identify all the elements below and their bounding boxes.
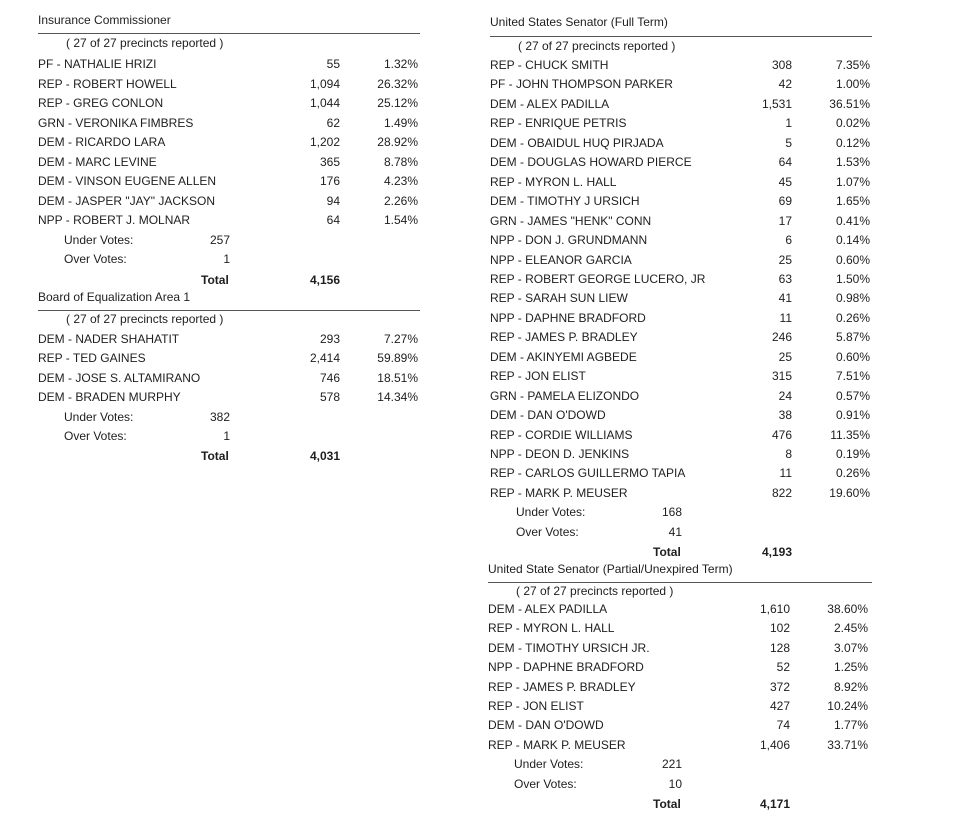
under-votes-value: 168 [661,505,682,520]
candidate-row [490,389,872,408]
candidate-name: PF - NATHALIE HRIZI [38,57,157,71]
candidate-votes: 315 [771,369,792,384]
candidate-votes: 45 [778,174,792,189]
candidate-name: REP - ROBERT GEORGE LUCERO, JR [490,271,706,286]
candidate-votes: 308 [771,58,792,72]
under-votes-row [38,233,420,252]
candidate-row [38,371,420,390]
candidate-votes: 8 [785,447,792,461]
candidate-percent: 1.77% [833,718,868,733]
candidate-name: DEM - OBAIDUL HUQ PIRJADA [490,135,664,150]
candidate-name: DEM - VINSON EUGENE ALLEN [38,174,217,188]
title-rule [490,36,872,37]
over-votes-value: 1 [223,429,230,443]
candidate-row [38,96,420,115]
candidate-percent: 1.50% [835,271,870,286]
candidate-votes: 1 [785,116,792,131]
candidate-percent: 4.23% [383,174,418,188]
under-votes-row [490,505,872,524]
candidate-name: REP - JAMES P. BRADLEY [488,679,636,694]
over-votes-label: Over Votes: [64,252,127,266]
candidate-percent: 0.60% [835,349,870,364]
candidate-row [490,369,872,388]
candidate-percent: 0.19% [835,447,870,461]
candidate-percent: 1.00% [835,77,870,92]
total-label: Total [201,272,229,287]
candidate-row [490,233,872,252]
candidate-row [38,116,420,135]
candidate-votes: 476 [771,427,792,442]
candidate-percent: 33.71% [827,737,868,752]
candidate-percent: 0.60% [835,252,870,267]
candidate-votes: 6 [785,233,792,248]
candidate-row [490,408,872,427]
candidate-percent: 36.51% [829,96,870,111]
candidate-row [490,466,872,485]
candidate-row [488,738,872,757]
candidate-percent: 7.51% [835,369,870,384]
total-row [38,449,420,468]
candidate-percent: 38.60% [827,602,868,616]
candidate-votes: 176 [319,174,340,188]
precincts-reported: ( 27 of 27 precincts reported ) [66,312,224,326]
candidate-percent: 26.32% [377,76,418,91]
candidate-votes: 102 [769,621,790,636]
candidate-votes: 55 [326,57,340,71]
candidate-percent: 0.91% [835,408,870,423]
candidate-percent: 3.07% [833,640,868,655]
over-votes-value: 41 [668,524,682,539]
candidate-row [38,135,420,154]
candidate-name: DEM - NADER SHAHATIT [38,332,180,346]
candidate-votes: 365 [319,154,340,169]
candidate-name: REP - ROBERT HOWELL [38,76,177,91]
candidate-name: REP - MYRON L. HALL [488,621,615,636]
candidate-name: REP - CORDIE WILLIAMS [490,427,633,442]
candidate-percent: 28.92% [377,135,418,149]
under-votes-row [38,410,420,429]
candidate-percent: 8.92% [833,679,868,694]
contest-board-of-equalization [38,290,420,465]
candidate-votes: 24 [778,388,792,403]
contest-us-senator-partial-term [488,562,872,820]
candidate-row [490,291,872,310]
under-votes-label: Under Votes: [64,232,134,247]
candidate-row [38,390,420,409]
candidate-name: REP - CARLOS GUILLERMO TAPIA [490,466,686,481]
candidate-percent: 10.24% [827,699,868,713]
candidate-row [490,330,872,349]
candidate-name: REP - MARK P. MEUSER [488,737,626,752]
candidate-name: PF - JOHN THOMPSON PARKER [490,77,673,92]
candidate-percent: 2.26% [383,193,418,208]
candidate-name: NPP - ELEANOR GARCIA [490,252,632,267]
contest-title: Insurance Commissioner [38,13,171,27]
candidate-row [490,428,872,447]
candidate-row [38,194,420,213]
candidate-votes: 372 [769,679,790,694]
candidate-row [490,447,872,466]
candidate-votes: 1,406 [759,737,790,752]
candidate-percent: 0.02% [835,116,870,131]
candidate-row [490,58,872,77]
candidate-row [38,351,420,370]
candidate-row [490,194,872,213]
candidate-percent: 0.98% [835,291,870,306]
contest-title: Board of Equalization Area 1 [38,290,191,304]
candidate-percent: 1.49% [383,115,418,130]
candidate-name: DEM - DOUGLAS HOWARD PIERCE [490,155,692,170]
candidate-row [490,116,872,135]
candidate-percent: 0.26% [835,310,870,325]
title-rule [488,582,872,583]
candidate-votes: 64 [778,155,792,170]
candidate-name: NPP - DON J. GRUNDMANN [490,233,648,248]
candidate-name: REP - TED GAINES [38,351,146,366]
under-votes-value: 382 [209,409,230,424]
candidate-votes: 69 [778,194,792,209]
candidate-row [490,97,872,116]
over-votes-label: Over Votes: [514,776,577,791]
candidate-votes: 293 [319,332,340,346]
candidate-votes: 38 [778,408,792,423]
candidate-percent: 19.60% [829,485,870,500]
candidate-row [490,253,872,272]
candidate-row [490,136,872,155]
candidate-votes: 578 [319,390,340,405]
total-label: Total [653,545,681,560]
candidate-percent: 1.25% [833,660,868,675]
candidate-percent: 59.89% [377,351,418,366]
candidate-name: REP - SARAH SUN LIEW [490,291,628,306]
candidate-votes: 1,094 [309,76,340,91]
candidate-percent: 0.26% [835,466,870,481]
candidate-row [38,155,420,174]
candidate-percent: 14.34% [377,390,418,405]
candidate-name: DEM - JASPER "JAY" JACKSON [38,193,215,208]
total-votes: 4,031 [309,449,340,464]
candidate-row [488,602,872,621]
candidate-percent: 0.57% [835,388,870,403]
candidate-row [488,660,872,679]
candidate-name: REP - MARK P. MEUSER [490,485,628,500]
candidate-name: REP - GREG CONLON [38,96,164,110]
candidate-row [488,641,872,660]
candidate-name: GRN - VERONIKA FIMBRES [38,115,194,130]
candidate-votes: 427 [769,699,790,713]
candidate-name: REP - MYRON L. HALL [490,174,617,189]
candidate-name: GRN - PAMELA ELIZONDO [490,388,640,403]
candidate-name: NPP - DEON D. JENKINS [490,447,630,461]
candidate-name: DEM - MARC LEVINE [38,154,157,169]
candidate-votes: 11 [779,466,792,481]
over-votes-label: Over Votes: [64,429,127,443]
under-votes-value: 257 [209,232,230,247]
candidate-votes: 5 [785,135,792,150]
candidate-percent: 1.32% [383,57,418,71]
candidate-percent: 0.12% [835,135,870,150]
candidate-votes: 822 [771,485,792,500]
title-rule [38,33,420,34]
candidate-name: DEM - DAN O'DOWD [490,408,606,423]
total-row [38,273,420,292]
candidate-percent: 1.54% [383,213,418,227]
candidate-percent: 1.07% [835,174,870,189]
candidate-votes: 62 [326,115,340,130]
contest-title: United State Senator (Partial/Unexpired Term) [488,562,733,576]
candidate-votes: 1,044 [309,96,340,110]
candidate-votes: 25 [778,349,792,364]
contest-title: United States Senator (Full Term) [490,15,668,29]
candidate-name: NPP - DAPHNE BRADFORD [488,660,644,675]
candidate-percent: 5.87% [835,330,870,345]
candidate-name: DEM - RICARDO LARA [38,135,166,149]
precincts-reported: ( 27 of 27 precincts reported ) [66,36,224,50]
total-label: Total [201,449,229,464]
candidate-name: GRN - JAMES "HENK" CONN [490,213,652,228]
candidate-row [490,486,872,505]
candidate-percent: 25.12% [377,96,418,110]
candidate-name: DEM - DAN O'DOWD [488,718,604,733]
over-votes-row [38,252,420,271]
total-votes: 4,171 [759,797,790,811]
candidate-name: DEM - JOSE S. ALTAMIRANO [38,370,201,385]
candidate-votes: 74 [776,718,790,733]
candidate-name: DEM - BRADEN MURPHY [38,390,181,405]
under-votes-label: Under Votes: [514,757,584,772]
total-votes: 4,156 [309,272,340,287]
candidate-row [488,718,872,737]
over-votes-row [38,429,420,448]
candidate-row [38,174,420,193]
over-votes-label: Over Votes: [516,524,579,539]
candidate-name: NPP - DAPHNE BRADFORD [490,310,646,325]
candidate-percent: 1.53% [835,155,870,170]
title-rule [38,310,420,311]
contest-insurance-commissioner [38,13,420,293]
candidate-votes: 25 [778,252,792,267]
under-votes-label: Under Votes: [516,505,586,520]
over-votes-row [490,525,872,544]
candidate-name: REP - JAMES P. BRADLEY [490,330,638,345]
candidate-row [490,155,872,174]
candidate-votes: 64 [326,213,340,227]
candidate-votes: 2,414 [309,351,340,366]
candidate-percent: 0.14% [835,233,870,248]
candidate-percent: 7.35% [835,58,870,72]
candidate-votes: 128 [769,640,790,655]
total-votes: 4,193 [761,545,792,560]
candidate-percent: 1.65% [835,194,870,209]
candidate-row [490,350,872,369]
candidate-row [488,621,872,640]
contest-us-senator-full-term [490,15,872,563]
candidate-votes: 63 [778,271,792,286]
candidate-votes: 246 [771,330,792,345]
candidate-votes: 17 [778,213,792,228]
candidate-percent: 11.35% [830,427,870,442]
candidate-percent: 18.51% [377,370,418,385]
candidate-percent: 2.45% [833,621,868,636]
candidate-percent: 7.27% [383,332,418,346]
candidate-name: REP - ENRIQUE PETRIS [490,116,627,131]
over-votes-value: 10 [668,776,682,791]
candidate-row [38,77,420,96]
candidate-name: DEM - ALEX PADILLA [488,602,608,616]
candidate-votes: 94 [326,193,340,208]
candidate-percent: 0.41% [835,213,870,228]
candidate-name: REP - CHUCK SMITH [490,58,609,72]
candidate-votes: 1,531 [761,96,792,111]
candidate-name: REP - JON ELIST [490,369,586,384]
candidate-name: DEM - TIMOTHY URSICH JR. [488,640,650,655]
candidate-name: DEM - TIMOTHY J URSICH [490,194,640,209]
candidate-row [490,311,872,330]
candidate-row [38,332,420,351]
candidate-name: NPP - ROBERT J. MOLNAR [38,213,191,227]
candidate-name: DEM - AKINYEMI AGBEDE [490,349,637,364]
candidate-row [490,175,872,194]
candidate-row [490,214,872,233]
candidate-row [488,699,872,718]
candidate-votes: 42 [778,77,792,92]
candidate-row [488,680,872,699]
under-votes-row [488,757,872,776]
candidate-name: REP - JON ELIST [488,699,584,713]
candidate-row [38,57,420,76]
candidate-votes: 1,610 [759,602,790,616]
candidate-votes: 746 [319,370,340,385]
precincts-reported: ( 27 of 27 precincts reported ) [518,39,676,53]
under-votes-value: 221 [661,757,682,772]
candidate-row [490,272,872,291]
candidate-row [490,77,872,96]
candidate-votes: 11 [779,310,792,325]
total-label: Total [653,797,681,811]
candidate-row [38,213,420,232]
under-votes-label: Under Votes: [64,409,134,424]
over-votes-row [488,777,872,796]
total-row [488,797,872,816]
candidate-votes: 1,202 [309,135,340,149]
candidate-votes: 52 [776,660,790,675]
candidate-name: DEM - ALEX PADILLA [490,96,610,111]
candidate-votes: 41 [778,291,792,306]
precincts-reported: ( 27 of 27 precincts reported ) [516,584,674,598]
candidate-percent: 8.78% [383,154,418,169]
over-votes-value: 1 [223,252,230,266]
